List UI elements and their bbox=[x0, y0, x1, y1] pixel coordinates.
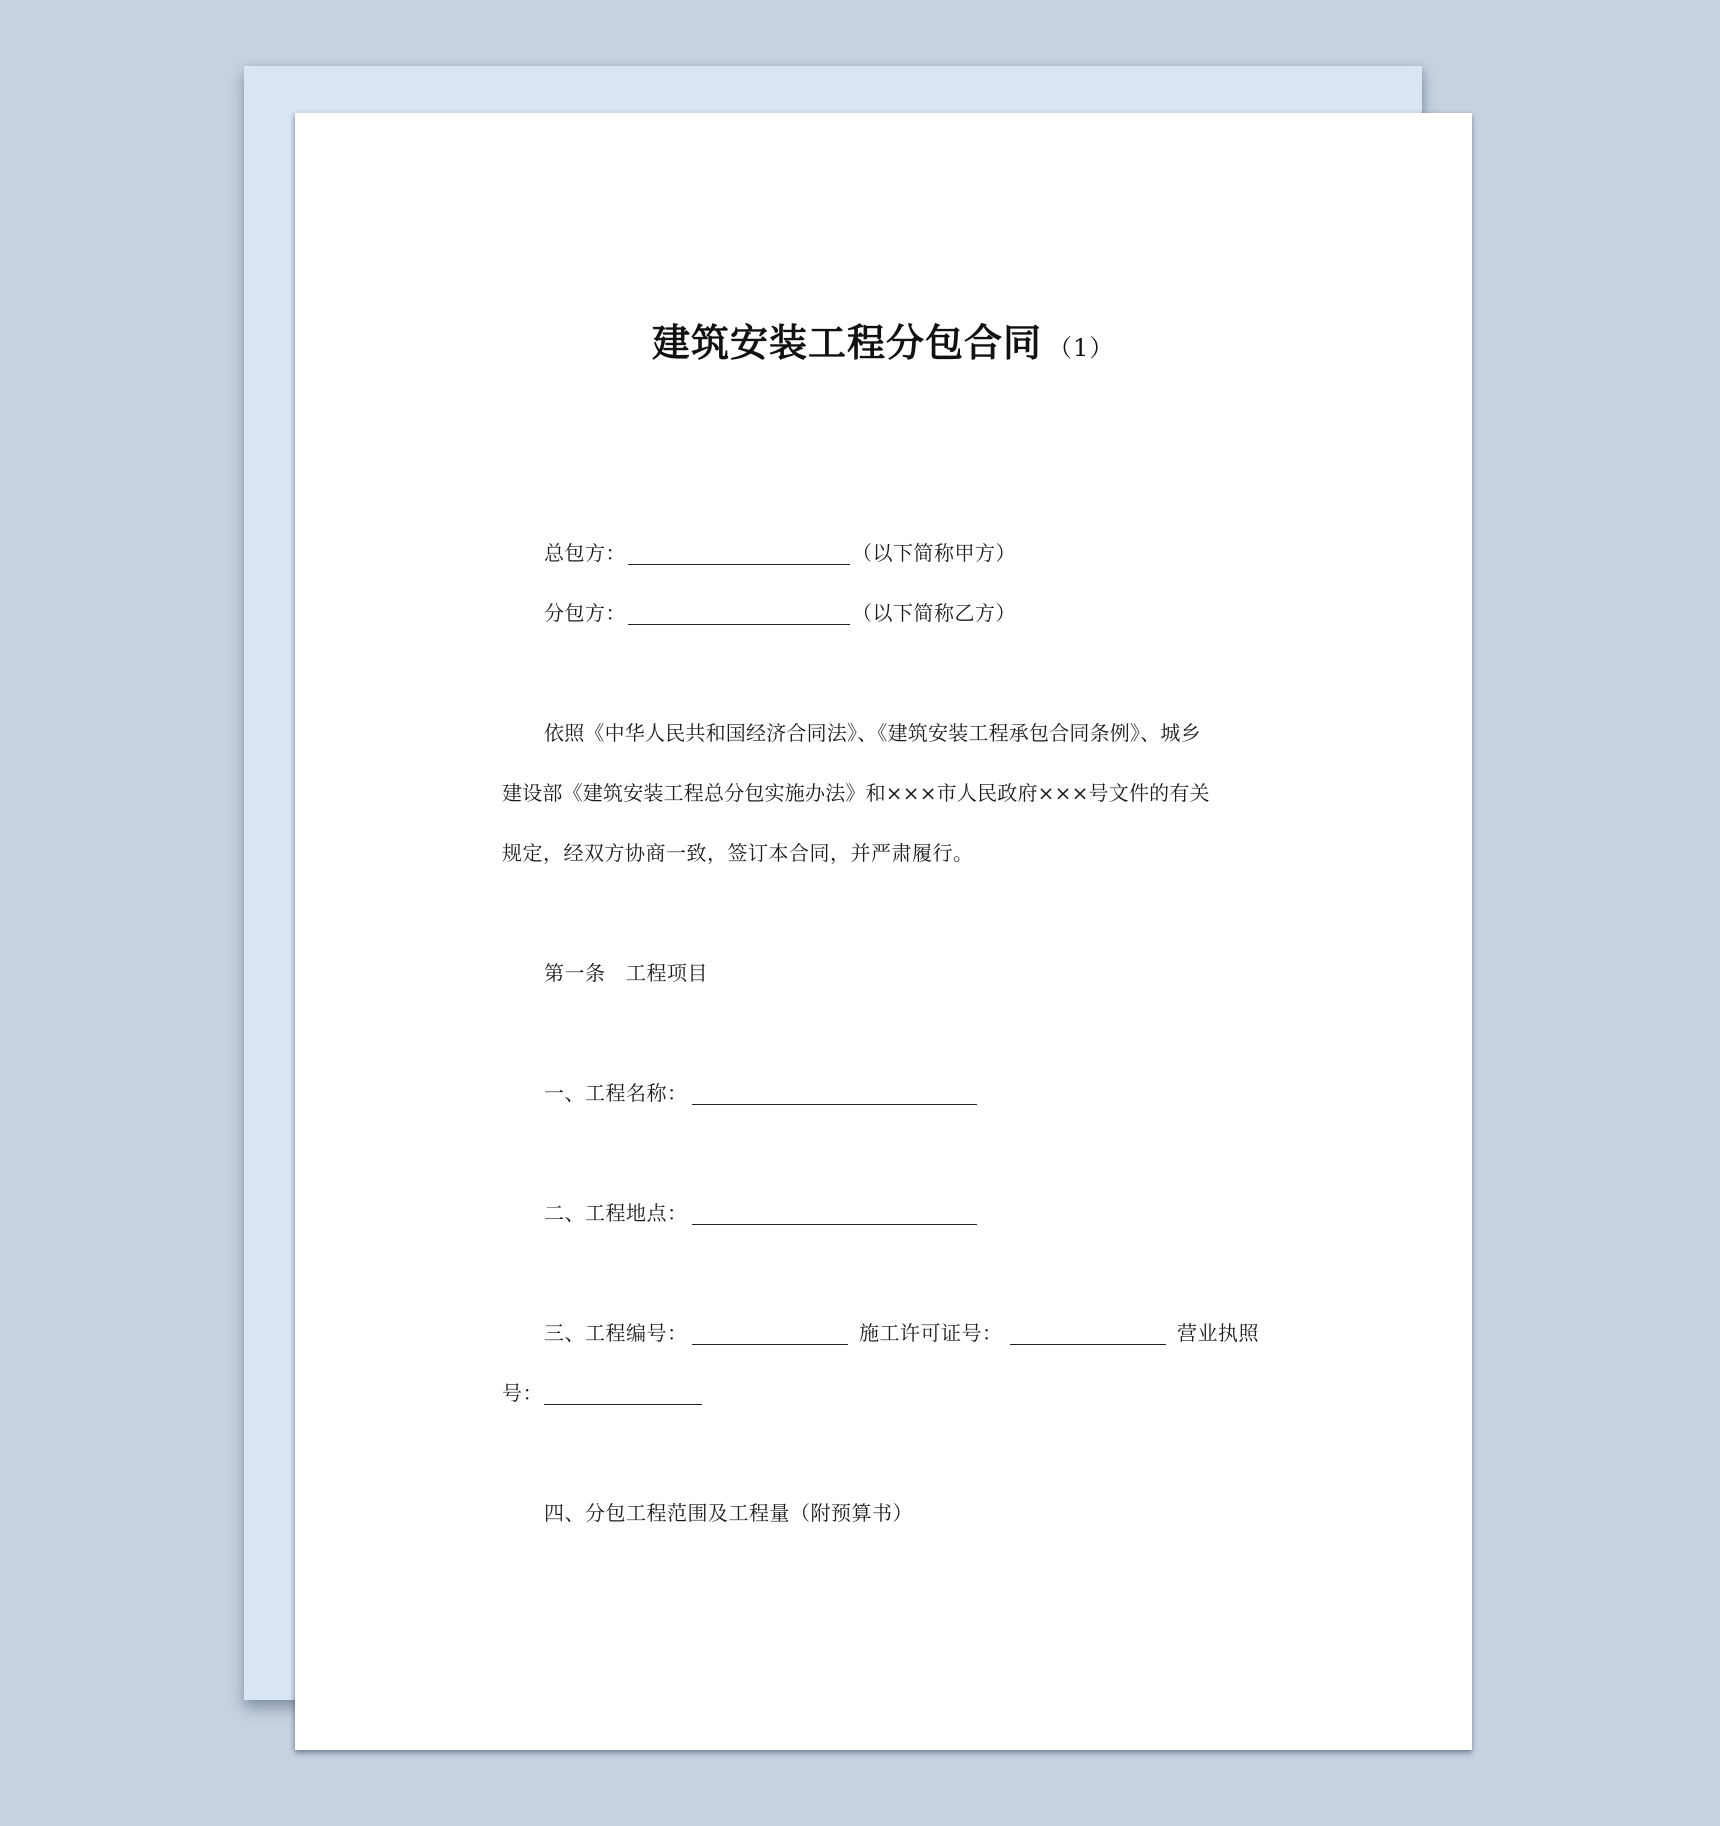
subcontractor-field[interactable] bbox=[628, 624, 850, 625]
project-number-field[interactable] bbox=[692, 1344, 848, 1345]
preamble-line-3: 规定，经双方协商一致，签订本合同，并严肃履行。 bbox=[502, 841, 974, 865]
construction-permit-field[interactable] bbox=[1010, 1344, 1166, 1345]
general-contractor-label: 总包方： bbox=[544, 541, 626, 565]
subcontractor-label: 分包方： bbox=[544, 601, 626, 625]
general-contractor-field[interactable] bbox=[628, 564, 850, 565]
project-location-field[interactable] bbox=[692, 1224, 977, 1225]
subcontract-scope-heading: 四、分包工程范围及工程量（附预算书） bbox=[544, 1501, 913, 1525]
subcontractor-note: （以下简称乙方） bbox=[852, 601, 1016, 625]
project-location-label: 二、工程地点： bbox=[544, 1201, 688, 1225]
project-name-label: 一、工程名称： bbox=[544, 1081, 688, 1105]
title-suffix: （1） bbox=[1048, 334, 1115, 362]
preamble-line-2: 建设部《建筑安装工程总分包实施办法》和×××市人民政府×××号文件的有关 bbox=[502, 781, 1210, 805]
business-license-field[interactable] bbox=[544, 1404, 702, 1405]
construction-permit-label: 施工许可证号： bbox=[859, 1321, 1003, 1345]
general-contractor-note: （以下简称甲方） bbox=[852, 541, 1016, 565]
project-name-field[interactable] bbox=[692, 1104, 977, 1105]
preamble-line-1: 依照《中华人民共和国经济合同法》、《建筑安装工程承包合同条例》、城乡 bbox=[544, 721, 1201, 745]
title-text: 建筑安装工程分包合同 bbox=[652, 321, 1043, 365]
project-number-label: 三、工程编号： bbox=[544, 1321, 688, 1345]
article-1-heading: 第一条 工程项目 bbox=[544, 961, 708, 985]
business-license-label-part1: 营业执照 bbox=[1177, 1321, 1259, 1345]
document-title bbox=[652, 312, 1114, 367]
business-license-label-part2: 号： bbox=[502, 1381, 543, 1405]
